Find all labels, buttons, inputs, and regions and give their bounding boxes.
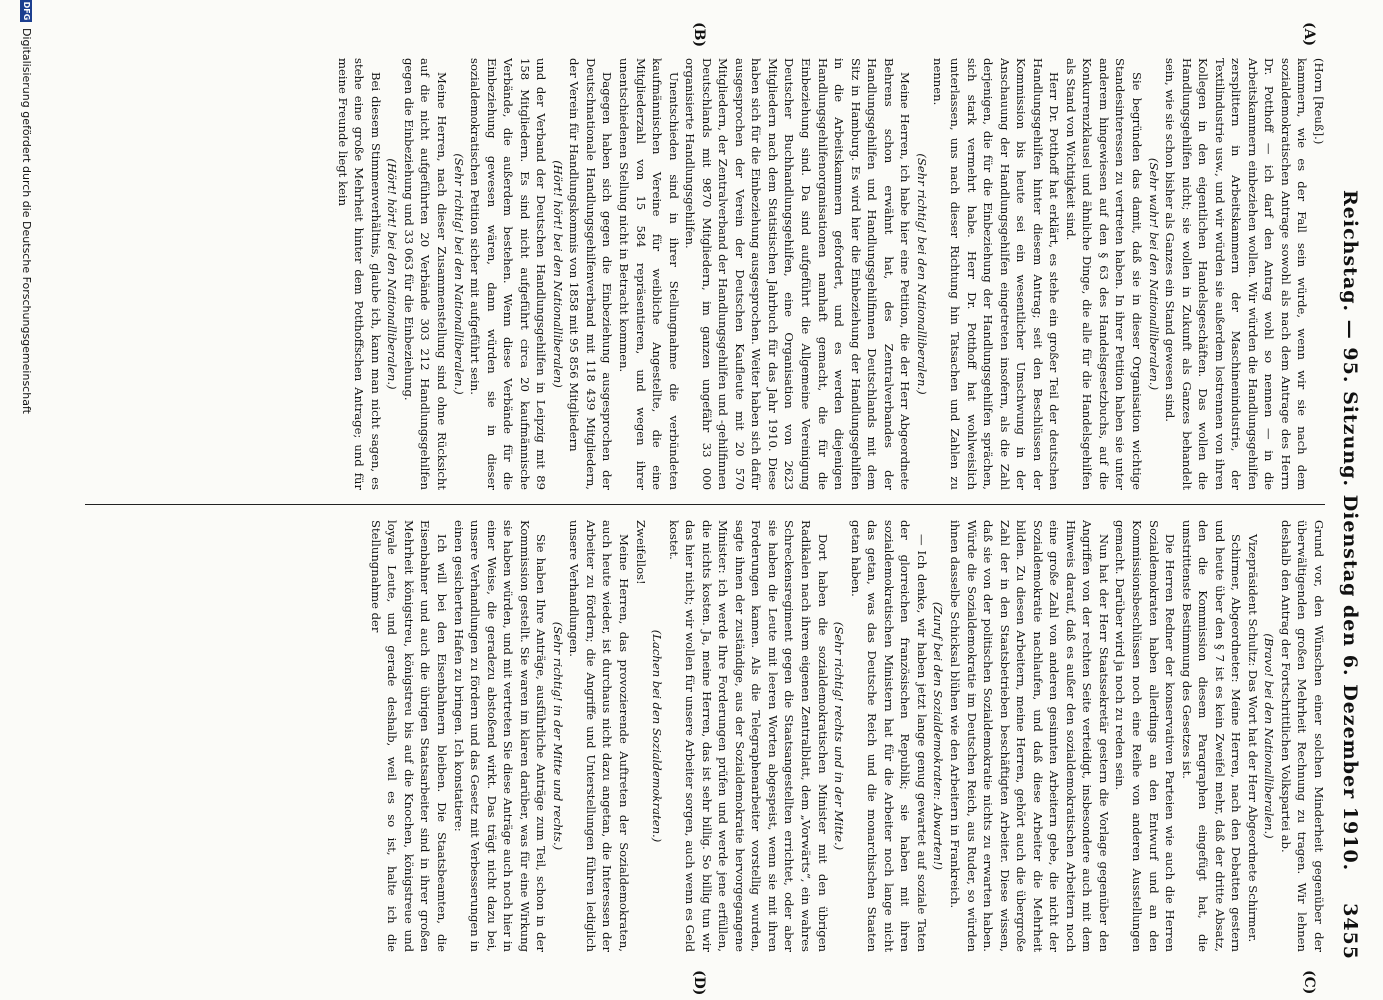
interjection: (Zuruf bei den Sozialdemokraten: Abwarten!) xyxy=(931,601,946,871)
paragraph: Schirmer, Abgeordneter: Meine Herren, nach den Debatten gestern und heute über den § 7 ist es kein Zweifel mehr, daß der dritte Absatz, den die Kommission diesem Paragraphen eingefügt hat, die umstrittenste Bestimmung des Gesetzes ist. xyxy=(1179,520,1244,952)
paragraph: Zweifellos! xyxy=(633,520,648,585)
paragraph: Meine Herren, das provozierende Auftreten der Sozialdemokraten, auch heute wieder, ist durchaus nicht dazu angetan, die Interessen der Arbeiter zu fördern; die Angriffe und Unterstellungen führen lediglich unsere Verhandlungen. xyxy=(567,520,632,952)
interjection: (Hört! hört! bei den Nationalliberalen) xyxy=(550,160,565,388)
interjection: (Sehr wahr! bei den Nationalliberalen.) xyxy=(1146,157,1161,391)
interjection: (Sehr richtig! bei den Nationalliberalen.) xyxy=(451,153,466,395)
page-number: 3455 xyxy=(1339,903,1361,960)
paragraph: Dort haben die sozialdemokratischen Minister mit den übrigen Radikalen nach ihrem eigenen Zentralblatt, dem „Vorwärts“, ein wahres Schreckensregiment gegen die Staatsangestellten errichtet, oder aber sie haben die Leute mit leeren Worten abgespeist, wenn sie mit ihren Forderungen kamen. Als die Telegraphenarbeiter vorstellig wurden, sagte ihnen der zuständige, aus der Sozialdemokratie hervorgegangene Minister: ich werde Ihre Forderungen prüfen und werde jene erfüllen, die nichts kosten. Ja, meine Herren, das ist sehr billig. So billig tun wir das hier nicht; wir wollen für unsere Arbeiter sorgen, auch wenn es Geld kostet. xyxy=(666,520,830,952)
margin-mark-a: (A) xyxy=(1301,22,1317,47)
paragraph: Nun hat der Herr Staatssekretär gestern die Vorlage gegenüber den Angriffen von der rechten Seite verteidigt, insbesondere auch mit dem Hinweis darauf, daß es außer den sozialdemokratischen Arbeitern noch eine große Zahl von anderen gesinnten Arbeitern gebe, die nicht der Sozialdemokratie nachlaufen, und daß diese Arbeiter die Mehrheit bilden. Zu diesen Arbeitern, meine Herren, gehört auch die übergroße Zahl der in den Staatsbetrieben beschäftigten Arbeiter. Diese wissen, daß sie von der politischen Sozialdemokratie nichts zu erwarten haben. Würde die Sozialdemokratie im Deutschen Reich, aus Ruder, so würden ihnen dasselbe Schicksal blühen wie den Arbeitern in Frankreich. xyxy=(947,520,1111,952)
interjection: (Sehr richtig! bei den Nationalliberalen.) xyxy=(914,153,929,395)
dfg-logo-icon: DFG xyxy=(22,1,32,21)
paragraph: Herr Dr. Potthoff hat erklärt, es stehe ein großer Teil der deutschen Handlungsgehilfen hinter diesem Antrag; seit den Beschlüssen der Kommission bis heute sei ein wesentlicher Umschwung in der Anschauung der Handlungsgehilfen eingetreten insofern, als die Zahl derjenigen, die für die Einbeziehung der Handlungsgehilfen sprächen, sich stark vermehrt habe. Herr Dr. Potthoff hat wohlweislich unterlassen, uns nach dieser Richtung hin Tatsachen und Zahlen zu nennen. xyxy=(931,58,1062,490)
margin-mark-d: (D) xyxy=(691,970,707,996)
running-head xyxy=(1337,40,1361,960)
paragraph: Dagegen haben sich gegen die Einbeziehung ausgesprochen der Deutschnationale Handlungsgehilfenverband mit 118 439 Mitgliedern, der Verein für Handlungskommis von 1858 mit 95 856 Mitgliedern xyxy=(567,58,615,490)
paragraph: Sie begründen das damit, daß sie in dieser Organisation wichtige Standesinteressen zu vertreten haben. In ihrer Petition haben sie unter anderem hingewiesen auf den § 63 des Handelsgesetzbuchs, auf die Konkurrenzklausel und ähnliche Dinge, die alle für die Handelsgehilfen als Stand von Wichtigkeit sind. xyxy=(1063,58,1144,490)
interjection: (Bravo! bei den Nationalliberalen.) xyxy=(1262,633,1277,839)
paragraph: Bei diesem Stimmenverhältnis, glaube ich, kann man nicht sagen, es stehe eine große Mehrheit hinter dem Potthoffschen Antrage; und für meine Freunde liegt kein xyxy=(335,58,383,490)
interjection: (Hört! hört! bei den Nationalliberalen.) xyxy=(385,158,400,390)
paragraph: Vizepräsident Schultz: Das Wort hat der Herr Abgeordnete Schirmer. xyxy=(1245,534,1260,943)
paragraph: (Horn [Reuß].) xyxy=(1312,58,1326,145)
paragraph: Meine Herren, nach dieser Zusammenstellung sind ohne Rücksicht auf die nicht aufgeführten 20 Verbände 303 212 Handlungsgehilfen gegen die Einbeziehung und 33 063 für die Einbeziehung. xyxy=(401,58,450,490)
interjection: (Sehr richtig! in der Mitte und rechts.) xyxy=(550,621,565,851)
margin-mark-c: (C) xyxy=(1301,970,1317,995)
paragraph: Grund vor, den Wünschen einer solchen Minderheit gegenüber der überwältigenden großen Mehrheit Rechnung zu tragen. Wir lehnen deshalb den Antrag der Fortschrittlichen Volkspartei ab. xyxy=(1278,520,1326,952)
paragraph: und der Verband der Deutschen Handlungsgehilfen in Leipzig mit 89 158 Mitgliedern. Es sind nicht aufgeführt circa 20 kaufmännische Verbände, die außerdem bestehen. Wenn diese Verbände für die Einbeziehung gewesen wären, dann würden sie in dieser sozialdemokratischen Petition sicher mit aufgeführt sein. xyxy=(468,58,549,490)
header-title: Reichstag. — 95. Sitzung. Dienstag den 6. Dezember 1910. xyxy=(1339,190,1361,872)
digitization-credit xyxy=(20,0,33,1000)
paragraph: — Ich denke, wir haben jetzt lange genug gewartet auf soziale Taten der glorreichen französischen Republik; sie haben mit ihren sozialdemokratischen Ministern hat für die Arbeiter noch lange nicht das getan, was das Deutsche Reich und die monarchischen Staaten getan haben. xyxy=(848,520,929,952)
interjection: (Lachen bei den Sozialdemokraten.) xyxy=(650,629,665,843)
right-column xyxy=(82,520,1327,952)
paragraph: Sie haben Ihre Anträge, ausführliche Anträge zum Teil, schon in der Kommission gestellt. Sie waren im klaren darüber, was für eine Wirkung sie haben würden, und mit vertreten Sie diese Anträge auch noch hier in einer Weise, die geradezu abstoßend wirkt. Das trägt nicht dazu bei, unsere Verhandlungen zu fördern und das Gesetz mit Verbesserungen in einen gesicherten Hafen zu bringen. Ich konstatiere: xyxy=(451,520,549,952)
left-column xyxy=(82,58,1327,490)
paragraph: Meine Herren, ich habe hier eine Petition, die der Herr Abgeordnete Behrens schon erwähnt hat, des Zentralverbandes der Handlungsgehilfen und Handlungsgehilfinnen Deutschlands mit dem Sitz in Hamburg. Es wird hier die Einbeziehung der Handlungsgehilfen in die Arbeitskammern gefordert, und es werden diejenigen Handlungsgehilfenorganisationen namhaft gemacht, die für die Einbeziehung sind. Da sind aufgeführt die Allgemeine Vereinigung Deutscher Buchhandlungsgehilfen, eine Organisation von 2623 Mitgliedern nach dem Statistischen Jahrbuch für das Jahr 1910. Diese haben sich für die Einbeziehung ausgesprochen. Weiter haben sich dafür ausgesprochen der Verein der Deutschen Kaufleute mit 20 570 Mitgliedern, der Zentralverband der Handlungsgehilfen und -gehilfinnen Deutschlands mit 9870 Mitgliedern, im ganzen ungefähr 33 000 organisierte Handlungsgehilfen. xyxy=(683,58,913,490)
column-divider xyxy=(85,504,1325,505)
paragraph: Ich will bei den Eisenbahnern bleiben. Die Staatsbeamten, die Eisenbahner und auch die übrigen Staatsarbeiter sind in ihrer großen Mehrheit königstreu, königstreu bis auf die Knochen, königstreue und loyale Leute, und gerade deshalb, weil es so ist, halte ich die Stellungnahme der xyxy=(368,520,450,952)
interjection: (Sehr richtig! rechts und in der Mitte.) xyxy=(832,621,847,851)
paragraph: Unentschieden sind in ihrer Stellungnahme die verbündeten kaufmännischen Vereine für weibliche Angestellte, die eine Mitgliederzahl von 15 584 repräsentieren, und wegen ihrer unentschiedenen Stellung nicht in Betracht kommen. xyxy=(617,58,681,490)
margin-mark-b: (B) xyxy=(691,22,707,48)
credit-text: Digitalisierung gefördert durch die Deutsche Forschungsgemeinschaft xyxy=(20,28,33,414)
paragraph: kammern, wie es der Fall sein würde, wenn wir sie nach dem sozialdemokratischen Antrage sowohl als nach dem Antrage des Herrn Dr. Potthoff — ich darf den Antrag wohl so nennen — in die Arbeitskammern einbeziehen wollen. Wir würden die Handlungsgehilfen zersplittern in Arbeitskammern der Maschinenindustrie, der Textilindustrie usw., und wir würden sie außerdem lostrennen von ihren Kollegen in den eigentlichen Handelsgeschäften. Das wollen die Handlungsgehilfen nicht; sie wollen in Zukunft als Ganzes behandelt sein, wie sie schon bisher als Ganzes ein Stand gewesen sind. xyxy=(1163,58,1310,490)
paragraph: Die Herren Redner der konservativen Parteien wie auch die Herren Sozialdemokraten haben allerdings an den Entwurf und an den Kommissionsbeschlüssen noch eine Reihe von anderen Ausstellungen gemacht. Darüber wird ja noch zu reden sein. xyxy=(1113,520,1178,952)
